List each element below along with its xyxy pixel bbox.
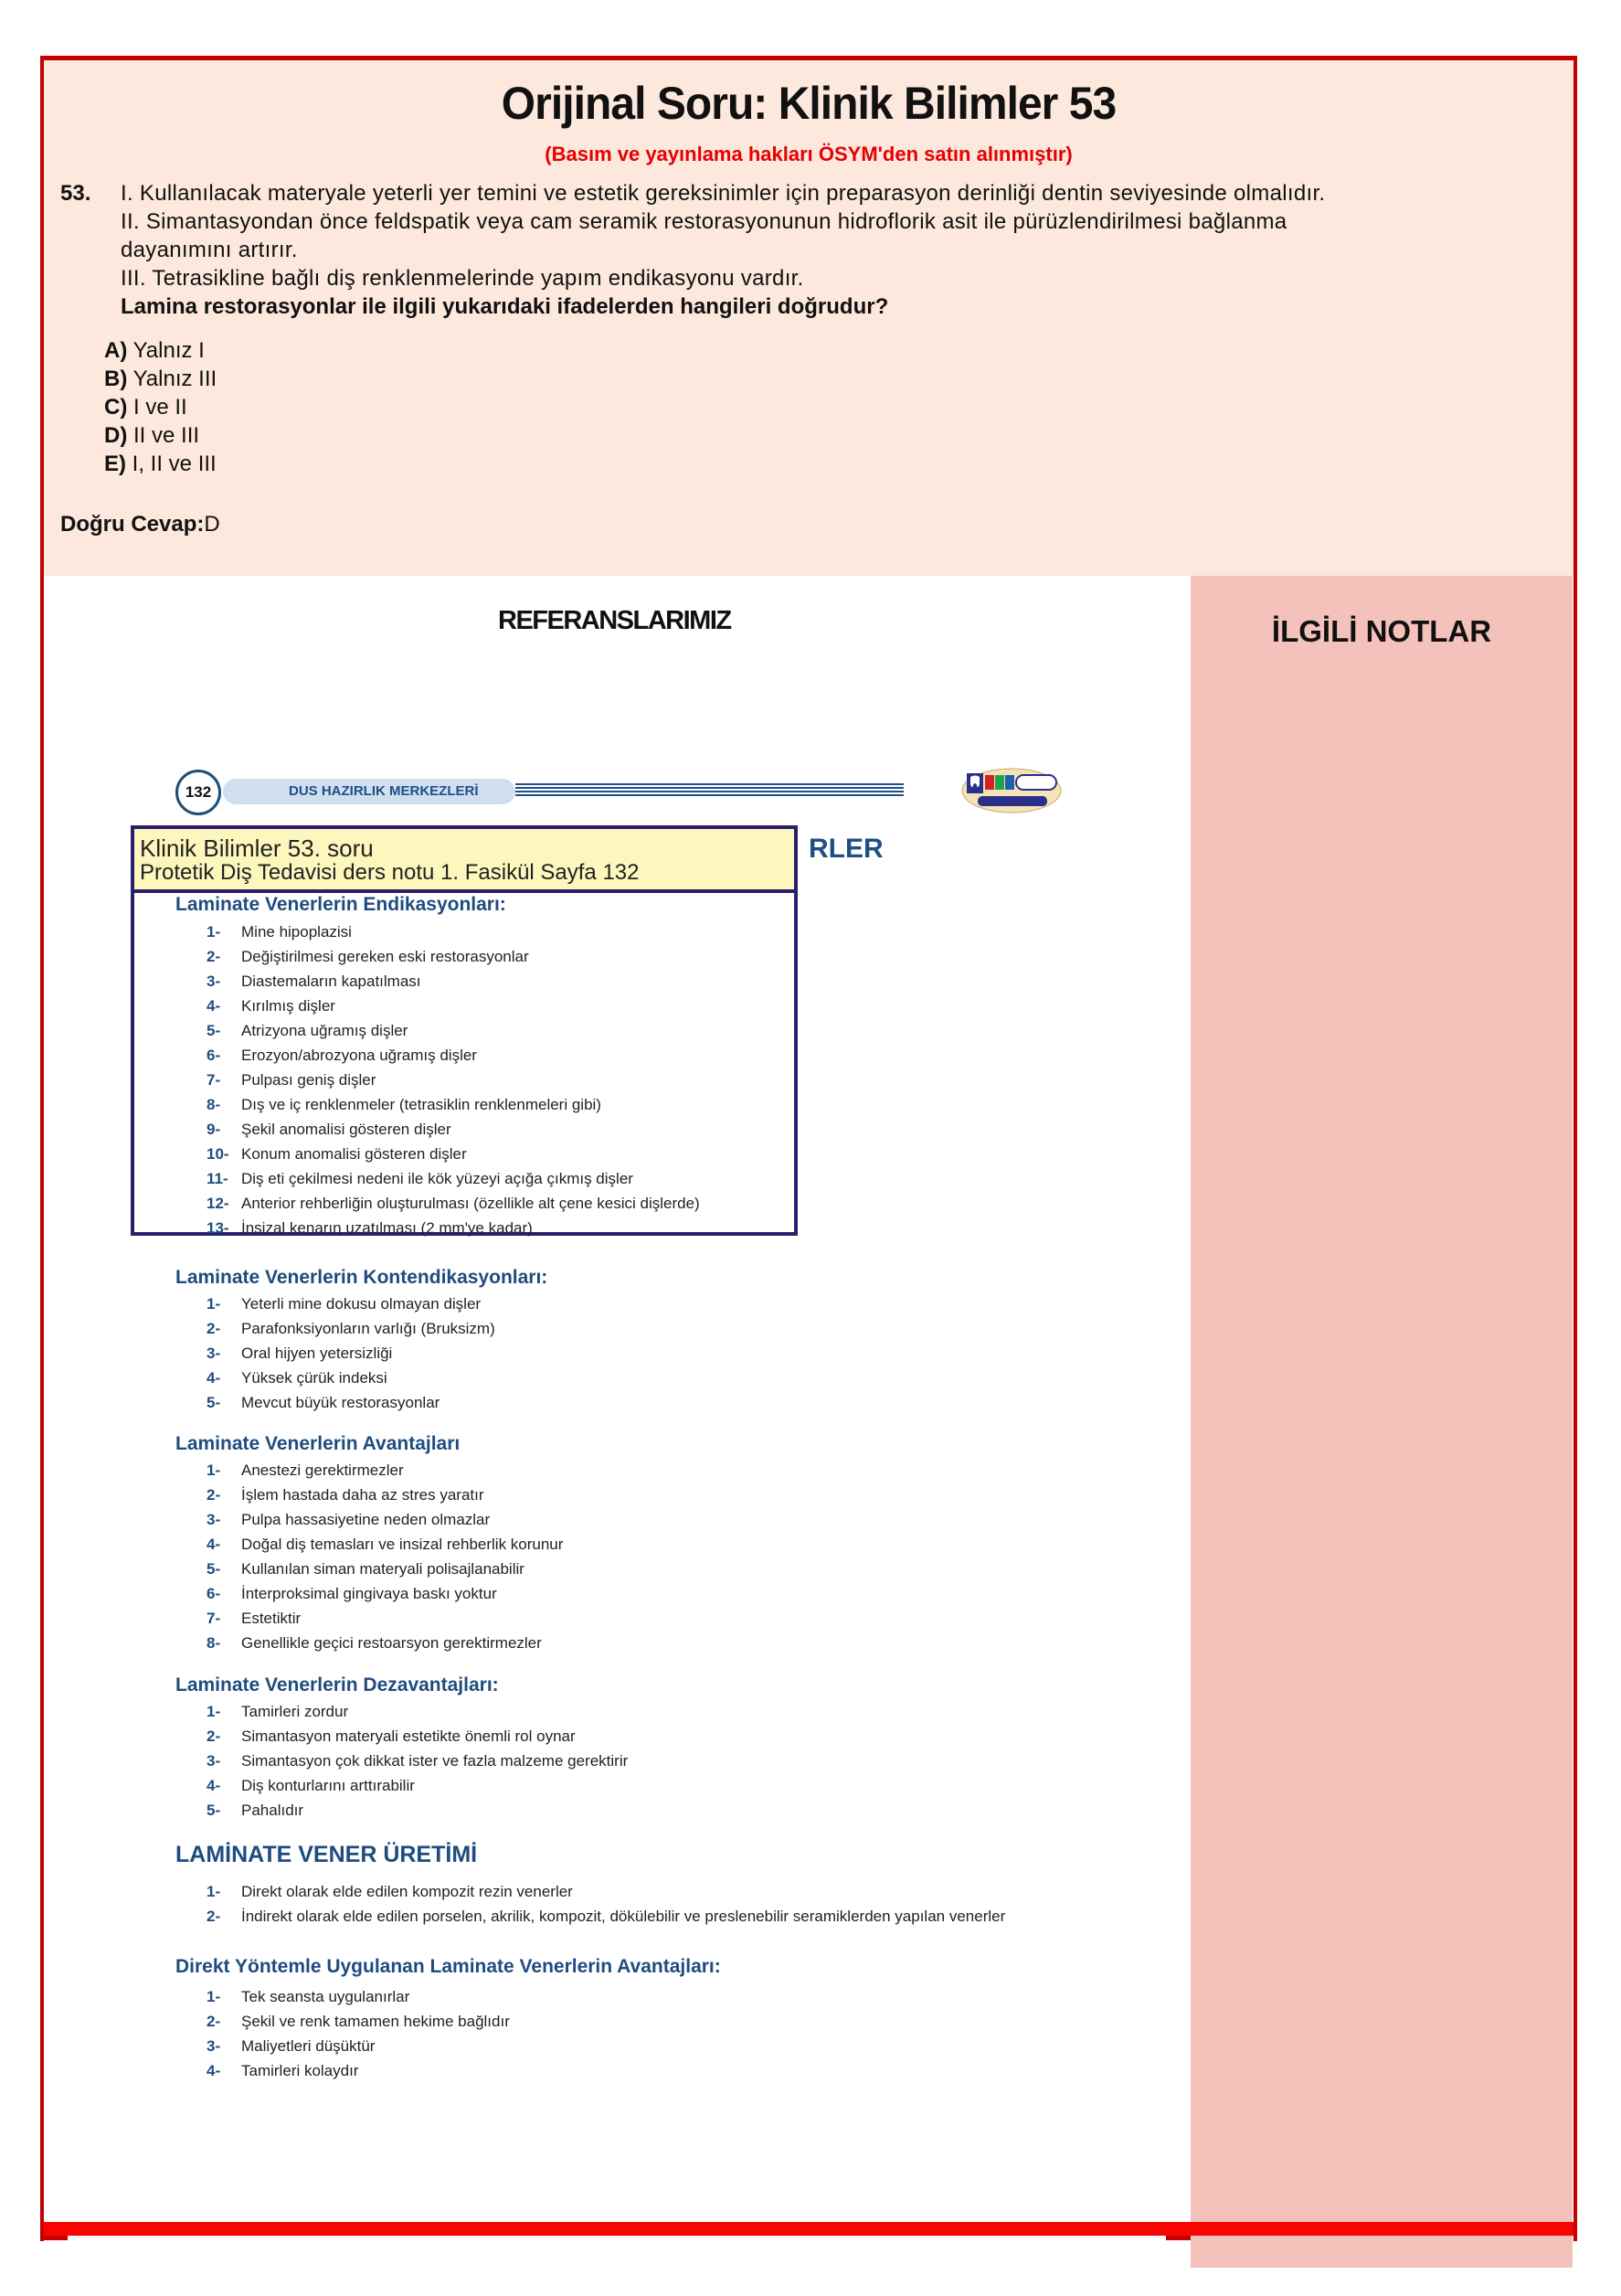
list-item	[207, 1390, 495, 1415]
list-item-text: Genellikle geçici restoarsyon gerektirmezler	[241, 1634, 542, 1652]
list-item	[207, 1216, 700, 1240]
list-item-number: 2-	[207, 1908, 221, 1925]
list-item-text: Diş eti çekilmesi nedeni ile kök yüzeyi açığa çıkmış dişler	[241, 1170, 633, 1187]
list-item	[207, 1904, 1005, 1929]
list-item-number: 5-	[207, 1394, 221, 1411]
option-b[interactable]: B) Yalnız III	[104, 367, 217, 391]
list-item-text: İnterproksimal gingivaya baskı yoktur	[241, 1585, 497, 1602]
section-list	[207, 1458, 563, 1655]
statement-3: III. Tetrasikline bağlı diş renklenmelerinde yapım endikasyonu vardır.	[121, 266, 804, 291]
related-notes-heading: İLGİLİ NOTLAR	[1271, 614, 1492, 648]
list-item-number: 9-	[207, 1121, 221, 1138]
list-item	[207, 1458, 563, 1483]
list-item	[207, 994, 700, 1018]
dusdata-logo-icon	[961, 766, 1062, 815]
list-item-text: Anterior rehberliğin oluşturulması (özellikle alt çene kesici dişlerde)	[241, 1195, 700, 1212]
section-list	[207, 1292, 495, 1415]
list-item	[207, 2009, 510, 2034]
list-item	[207, 944, 700, 969]
reference-page-scan	[128, 759, 1097, 2111]
section-heading: Direkt Yöntemle Uygulanan Laminate Venerlerin Avantajları:	[175, 1956, 721, 1977]
list-item-text: Kullanılan siman materyali polisajlanabilir	[241, 1560, 524, 1578]
list-item-number: 4-	[207, 1777, 221, 1794]
list-item-text: Simantasyon çok dikkat ister ve fazla malzeme gerektirir	[241, 1752, 629, 1770]
list-item-number: 1-	[207, 1883, 221, 1900]
list-item	[207, 1606, 563, 1631]
list-item-number: 2-	[207, 1727, 221, 1745]
list-item-text: Estetiktir	[241, 1610, 302, 1627]
section-heading: Laminate Venerlerin Dezavantajları:	[175, 1674, 499, 1695]
list-item	[207, 1292, 495, 1316]
list-item-text: Pulpası geniş dişler	[241, 1071, 376, 1089]
list-item-number: 8-	[207, 1096, 221, 1113]
list-item-number: 3-	[207, 1345, 221, 1362]
list-item-number: 3-	[207, 1752, 221, 1770]
list-item-text: Direkt olarak elde edilen kompozit rezin venerler	[241, 1883, 573, 1900]
source-highlight-box	[131, 825, 798, 893]
list-item-number: 1-	[207, 1703, 221, 1720]
list-item-text: Oral hijyen yetersizliği	[241, 1345, 393, 1362]
list-item-text: Şekil ve renk tamamen hekime bağlıdır	[241, 2013, 510, 2030]
list-item	[207, 1773, 628, 1798]
list-item-number: 3-	[207, 2037, 221, 2055]
list-item	[207, 969, 700, 994]
list-item-number: 2-	[207, 1486, 221, 1504]
list-item-number: 4-	[207, 2062, 221, 2079]
section-heading: Laminate Venerlerin Avantajları	[175, 1433, 461, 1454]
list-item-number: 8-	[207, 1634, 221, 1652]
list-item-number: 6-	[207, 1585, 221, 1602]
list-item	[207, 1984, 510, 2009]
list-item-text: Tamirleri kolaydır	[241, 2062, 359, 2079]
list-item-text: Mine hipoplazisi	[241, 923, 352, 941]
list-item	[207, 1341, 495, 1366]
list-item	[207, 1068, 700, 1092]
frame-corner-left	[40, 2236, 68, 2240]
option-e[interactable]: E) I, II ve III	[104, 452, 217, 476]
list-item-number: 1-	[207, 1988, 221, 2005]
question-title: Orijinal Soru: Klinik Bilimler 53	[501, 78, 1117, 129]
list-item-number: 5-	[207, 1022, 221, 1039]
frame-right-border	[1573, 56, 1577, 2241]
header-rule-lines	[515, 783, 904, 796]
list-item	[207, 919, 700, 944]
list-item-number: 7-	[207, 1071, 221, 1089]
bottom-red-bar	[44, 2222, 1573, 2236]
related-notes-column	[1191, 576, 1573, 2268]
statement-2: II. Simantasyondan önce feldspatik veya cam seramik restorasyonunun hidroflorik asit ile pürüzlendirilmesi bağlanma dayanımını artırır.	[121, 209, 1287, 262]
rights-note: (Basım ve yayınlama hakları ÖSYM'den satın alınmıştır)	[545, 143, 1073, 165]
statement-1: I. Kullanılacak materyale yeterli yer temini ve estetik gereksinimler için preparasyon derinliği dentin seviyesinde olmalıdır.	[121, 181, 1326, 206]
list-item-text: Tek seansta uygulanırlar	[241, 1988, 410, 2005]
section-heading: Laminate Venerlerin Kontendikasyonları:	[175, 1267, 548, 1288]
list-item-text: Kırılmış dişler	[241, 997, 335, 1015]
question-number: 53.	[60, 181, 91, 206]
list-item-number: 6-	[207, 1047, 221, 1064]
section-heading: LAMİNATE VENER ÜRETİMİ	[175, 1842, 478, 1867]
list-item-text: Dış ve iç renklenmeler (tetrasiklin renklenmeleri gibi)	[241, 1096, 601, 1113]
list-item-text: Konum anomalisi gösteren dişler	[241, 1145, 467, 1163]
publisher-banner: DUS HAZIRLIK MERKEZLERİ	[223, 779, 515, 804]
list-item-text: Şekil anomalisi gösteren dişler	[241, 1121, 451, 1138]
list-item-text: Yüksek çürük indeksi	[241, 1369, 387, 1387]
list-item-text: Simantasyon materyali estetikte önemli rol oynar	[241, 1727, 576, 1745]
list-item	[207, 1798, 628, 1823]
list-item-number: 4-	[207, 1536, 221, 1553]
list-item	[207, 1142, 700, 1166]
option-a[interactable]: A) Yalnız I	[104, 338, 205, 363]
list-item-number: 3-	[207, 1511, 221, 1528]
page-number-badge: 132	[175, 770, 221, 815]
list-item-text: Diastemaların kapatılması	[241, 973, 421, 990]
list-item-number: 2-	[207, 2013, 221, 2030]
list-item-number: 1-	[207, 1295, 221, 1313]
option-c[interactable]: C) I ve II	[104, 395, 187, 420]
list-item-number: 10-	[207, 1145, 229, 1163]
frame-corner-middle	[1166, 2236, 1191, 2240]
correct-answer	[60, 512, 220, 537]
list-item	[207, 1631, 563, 1655]
page-title-partial: RLER	[809, 834, 884, 864]
list-item-number: 7-	[207, 1610, 221, 1627]
list-item	[207, 1092, 700, 1117]
question-prompt: Lamina restorasyonlar ile ilgili yukarıdaki ifadelerden hangileri doğrudur?	[121, 294, 889, 319]
list-item-number: 2-	[207, 1320, 221, 1337]
list-item	[207, 1191, 700, 1216]
section-list	[207, 919, 700, 1240]
list-item	[207, 1018, 700, 1043]
list-item-number: 1-	[207, 923, 221, 941]
list-item-text: Doğal diş temasları ve insizal rehberlik korunur	[241, 1536, 564, 1553]
list-item-text: Atrizyona uğramış dişler	[241, 1022, 408, 1039]
list-item-text: Yeterli mine dokusu olmayan dişler	[241, 1295, 482, 1313]
list-item	[207, 1879, 1005, 1904]
list-item	[207, 1316, 495, 1341]
list-item	[207, 1507, 563, 1532]
section-list	[207, 1879, 1005, 1929]
list-item	[207, 2058, 510, 2083]
list-item	[207, 1117, 700, 1142]
list-item-number: 4-	[207, 997, 221, 1015]
list-item-number: 12-	[207, 1195, 229, 1212]
list-item	[207, 1043, 700, 1068]
list-item	[207, 1483, 563, 1507]
list-item-number: 11-	[207, 1170, 228, 1187]
correct-answer-label: Doğru Cevap:	[60, 512, 205, 537]
list-item-text: Değiştirilmesi gereken eski restorasyonlar	[241, 948, 529, 965]
source-question-ref: Klinik Bilimler 53. soru	[140, 834, 374, 862]
list-item-text: Erozyon/abrozyona uğramış dişler	[241, 1047, 477, 1064]
list-item	[207, 1581, 563, 1606]
list-item	[207, 2034, 510, 2058]
list-item	[207, 1557, 563, 1581]
option-d[interactable]: D) II ve III	[104, 423, 200, 448]
list-item	[207, 1166, 700, 1191]
list-item-text: Pahalıdır	[241, 1802, 304, 1819]
list-item-number: 13-	[207, 1219, 229, 1237]
section-list	[207, 1699, 628, 1823]
list-item-number: 1-	[207, 1462, 221, 1479]
correct-answer-value: D	[204, 512, 220, 537]
list-item-number: 5-	[207, 1802, 221, 1819]
list-item-number: 2-	[207, 948, 221, 965]
list-item	[207, 1532, 563, 1557]
list-item-number: 5-	[207, 1560, 221, 1578]
list-item-text: Maliyetleri düşüktür	[241, 2037, 376, 2055]
list-item-number: 4-	[207, 1369, 221, 1387]
list-item	[207, 1749, 628, 1773]
list-item	[207, 1366, 495, 1390]
references-heading: REFERANSLARIMIZ	[498, 606, 731, 635]
list-item-text: Parafonksiyonların varlığı (Bruksizm)	[241, 1320, 495, 1337]
list-item-number: 3-	[207, 973, 221, 990]
answer-options	[104, 336, 217, 478]
list-item	[207, 1724, 628, 1749]
list-item-text: Anestezi gerektirmezler	[241, 1462, 404, 1479]
list-item-text: İşlem hastada daha az stres yaratır	[241, 1486, 484, 1504]
question-stem	[121, 179, 1528, 321]
list-item-text: Pulpa hassasiyetine neden olmazlar	[241, 1511, 491, 1528]
source-book-ref: Protetik Diş Tedavisi ders notu 1. Fasikül Sayfa 132	[140, 860, 640, 885]
list-item-text: Tamirleri zordur	[241, 1703, 349, 1720]
list-item-text: Diş konturlarını arttırabilir	[241, 1777, 415, 1794]
question-panel	[44, 60, 1573, 576]
list-item-text: İnsizal kenarın uzatılması (2 mm'ye kadar)	[241, 1219, 533, 1237]
section-list	[207, 1984, 510, 2083]
list-item-text: Mevcut büyük restorasyonlar	[241, 1394, 440, 1411]
list-item-text: İndirekt olarak elde edilen porselen, akrilik, kompozit, dökülebilir ve preslenebilir seramiklerden yapılan venerler	[241, 1908, 1006, 1925]
section-heading: Laminate Venerlerin Endikasyonları:	[175, 894, 506, 915]
list-item	[207, 1699, 628, 1724]
